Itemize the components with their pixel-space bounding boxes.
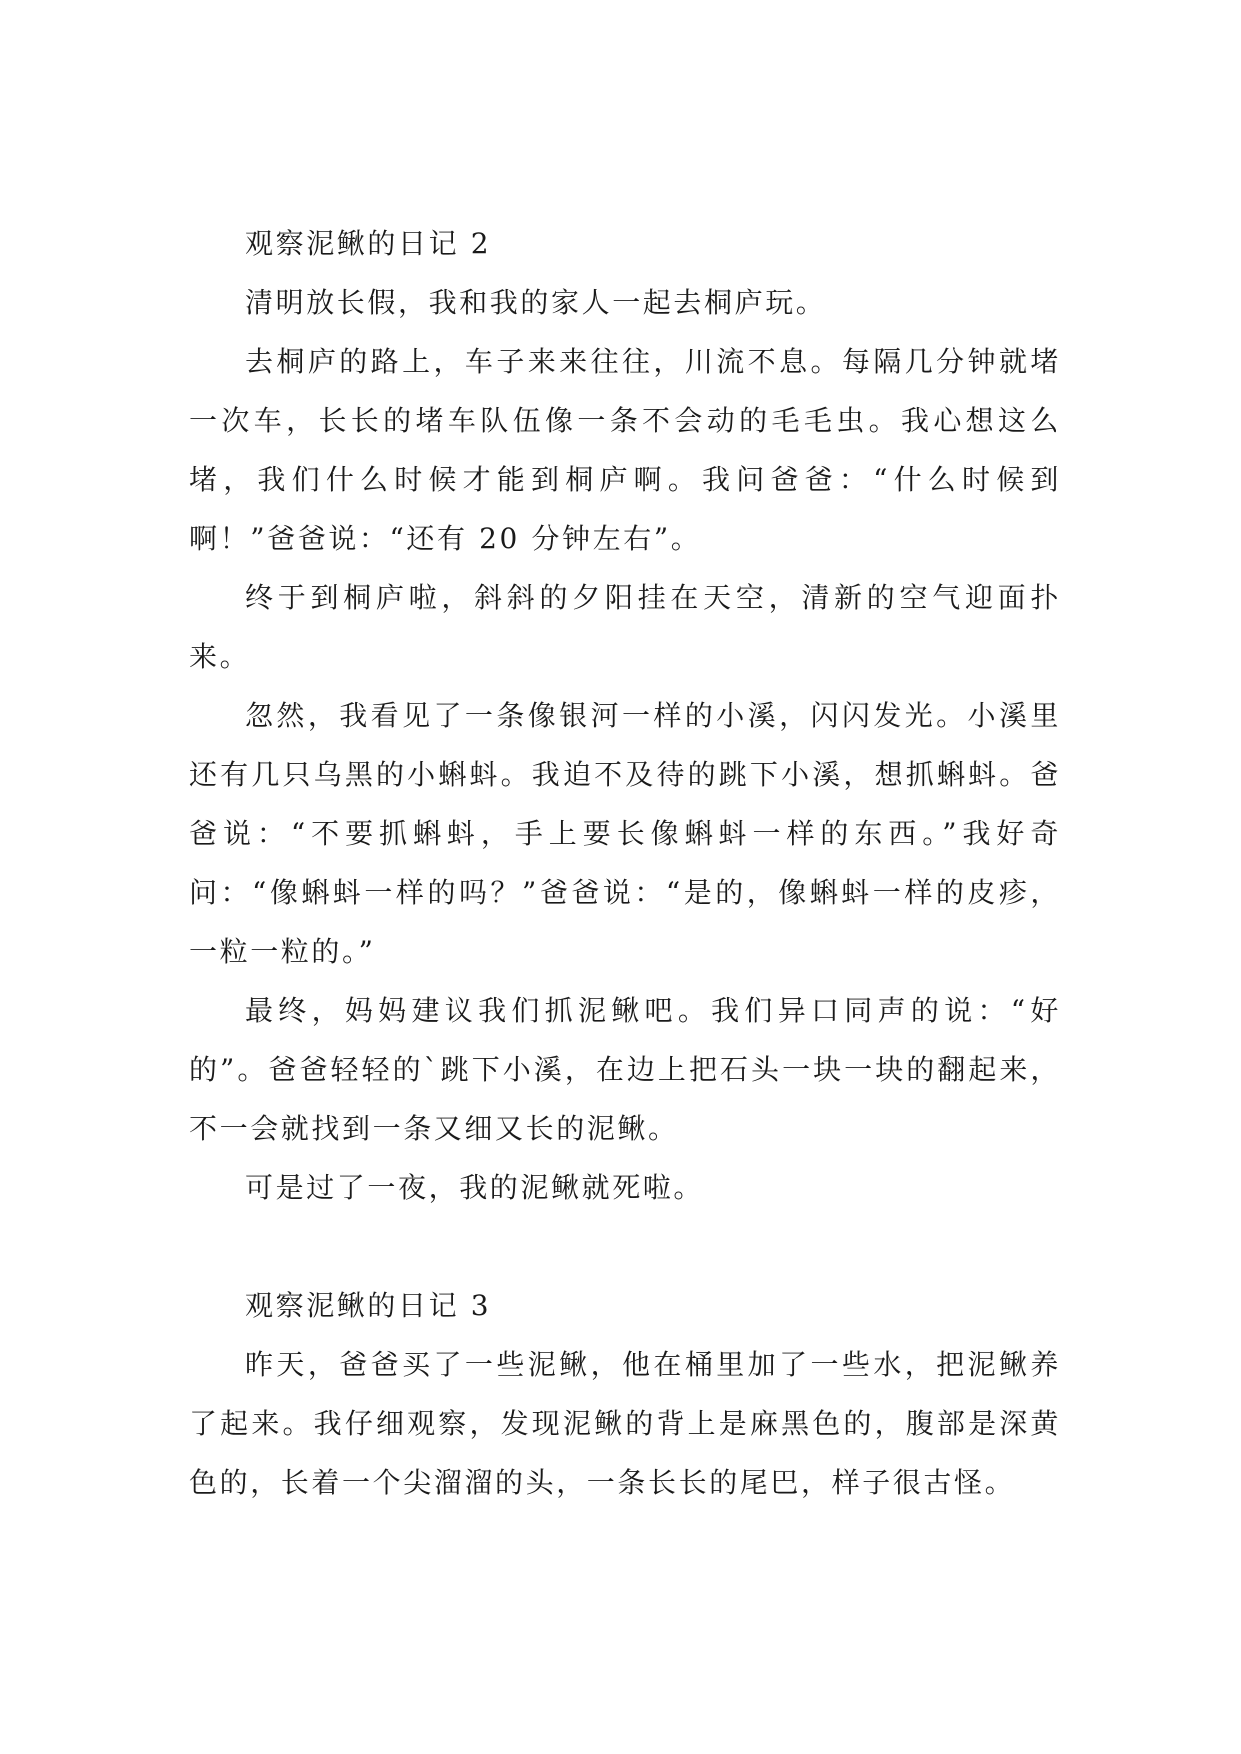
paragraph: 最终，妈妈建议我们抓泥鳅吧。我们异口同声的说：“好的”。爸爸轻轻的`跳下小溪，在边上把石头一块一块的翻起来，不一会就找到一条又细又长的泥鳅。 — [189, 994, 1061, 1145]
section-title: 观察泥鳅的日记 3 — [245, 1289, 492, 1322]
paragraph: 终于到桐庐啦，斜斜的夕阳挂在天空，清新的空气迎面扑来。 — [189, 581, 1061, 673]
paragraph: 忽然，我看见了一条像银河一样的小溪，闪闪发光。小溪里还有几只乌黑的小蝌蚪。我迫不及待的跳下小溪，想抓蝌蚪。爸爸说：“不要抓蝌蚪，手上要长像蝌蚪一样的东西。”我好奇问：“像蝌蚪一样的吗？”爸爸说：“是的，像蝌蚪一样的皮疹，一粒一粒的。” — [189, 699, 1061, 968]
paragraph: 去桐庐的路上，车子来来往往，川流不息。每隔几分钟就堵一次车，长长的堵车队伍像一条不会动的毛毛虫。我心想这么堵，我们什么时候才能到桐庐啊。我问爸爸：“什么时候到啊！”爸爸说：“还有 20 分钟左右”。 — [189, 345, 1061, 555]
document-body — [189, 214, 1061, 1512]
section-title: 观察泥鳅的日记 2 — [245, 227, 492, 260]
paragraph: 昨天，爸爸买了一些泥鳅，他在桶里加了一些水，把泥鳅养了起来。我仔细观察，发现泥鳅的背上是麻黑色的，腹部是深黄色的，长着一个尖溜溜的头，一条长长的尾巴，样子很古怪。 — [189, 1348, 1061, 1499]
paragraph: 清明放长假，我和我的家人一起去桐庐玩。 — [245, 286, 827, 319]
paragraph: 可是过了一夜，我的泥鳅就死啦。 — [245, 1171, 705, 1204]
section-spacer — [189, 1217, 1061, 1276]
